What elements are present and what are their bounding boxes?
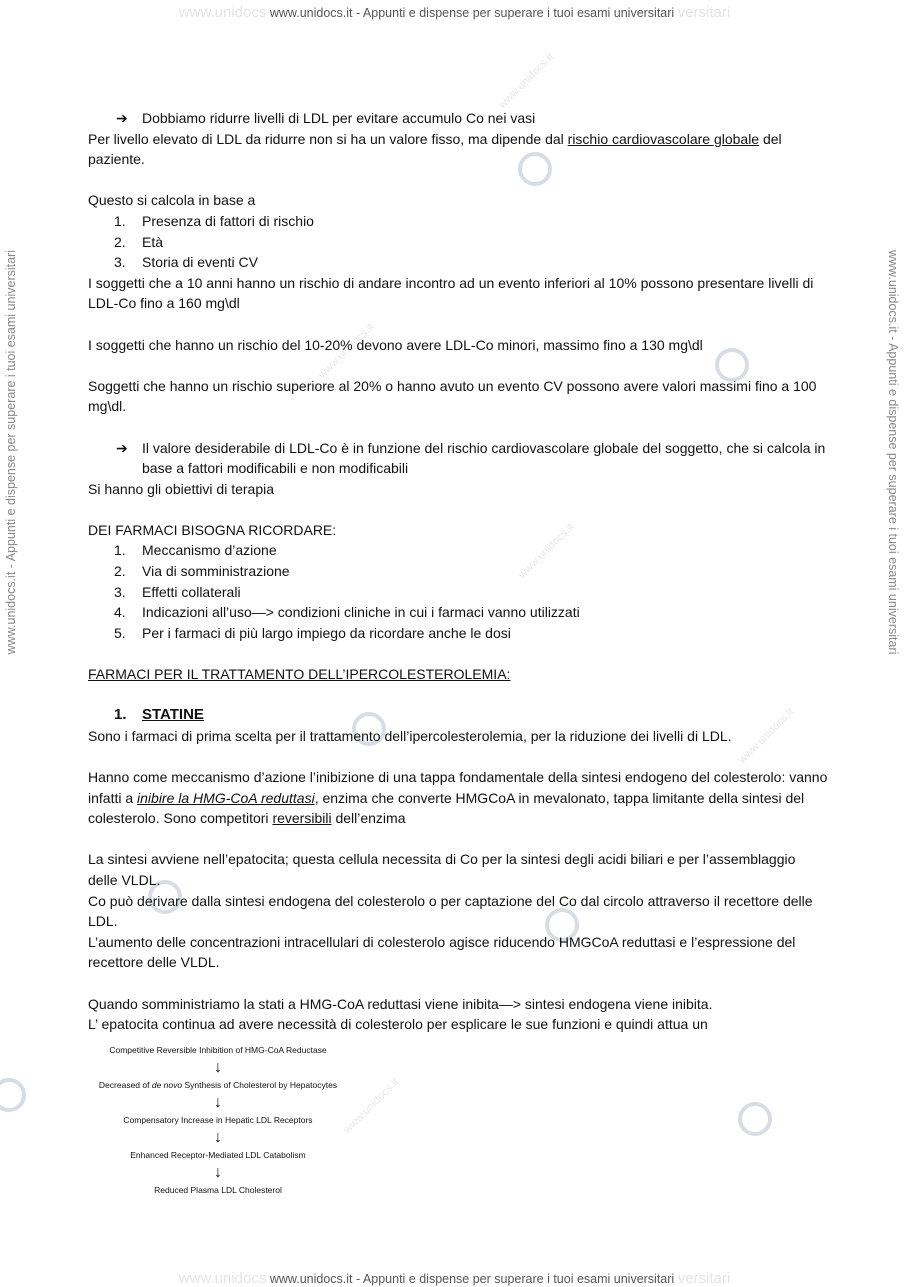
list-item: 1. Presenza di fattori di rischio xyxy=(114,212,314,229)
paragraph: Soggetti che hanno un rischio superiore al 20% o hanno avuto un evento CV possono avere valori massimi fino a 100 mg\dl. xyxy=(88,377,817,415)
paragraph: L’ epatocita continua ad avere necessità di colesterolo per esplicare le sue funzioni e quindi attua un xyxy=(88,1016,708,1033)
list-item: 5. Per i farmaci di più largo impiego da ricordare anche le dosi xyxy=(114,624,511,641)
subsection-title: 1. STATINE xyxy=(114,706,204,724)
down-arrow-icon: ↓ xyxy=(214,1164,222,1181)
unidocs-logo-icon xyxy=(738,1102,772,1136)
paragraph: DEI FARMACI BISOGNA RICORDARE: xyxy=(88,521,337,538)
paragraph: Questo si calcola in base a xyxy=(88,192,256,209)
paragraph: L’aumento delle concentrazioni intracellulari di colesterolo agisce riducendo HMGCoA reduttasi e l’espressione del recettore delle VLDL. xyxy=(88,933,796,971)
down-arrow-icon: ↓ xyxy=(214,1094,222,1111)
paragraph: Dobbiamo ridurre livelli di LDL per evitare accumulo Co nei vasi xyxy=(142,110,536,126)
list-item: 4. Indicazioni all’uso—> condizioni cliniche in cui i farmaci vanno utilizzati xyxy=(114,604,580,621)
paragraph: Hanno come meccanismo d’azione l’inibizione di una tappa fondamentale della sintesi endogeno del colesterolo: vanno infatti a inibire la HMG-CoA reduttasi, enzima che converte HMGCoA in mevalonato, tappa limitante della sintesi del colesterolo. Sono competitori reversibili dell’enzima xyxy=(88,769,828,827)
down-arrow-icon: ↓ xyxy=(214,1129,222,1146)
paragraph: I soggetti che hanno un rischio del 10-20% devono avere LDL-Co minori, massimo fino a 130 mg\dl xyxy=(88,336,703,353)
header-text: www.unidocs.it - Appunti e dispense per superare i tuoi esami universitari xyxy=(269,6,675,20)
paragraph: Per livello elevato di LDL da ridurre non si ha un valore fisso, ma dipende dal rischio cardiovascolare globale del paziente. xyxy=(88,130,782,168)
footer-text: www.unidocs.it - Appunti e dispense per superare i tuoi esami universitari xyxy=(269,1272,675,1286)
watermark-text: www.unidocs.it xyxy=(516,521,577,581)
paragraph: La sintesi avviene nell’epatocita; questa cellula necessita di Co per la sintesi degli acidi biliari e per l’assemblaggio delle VLDL. xyxy=(88,851,796,888)
underlined-text: inibire la HMG-CoA reduttasi xyxy=(137,789,315,806)
list-item: 2. Età xyxy=(114,233,164,250)
side-watermark-right: www.unidocs.it - Appunti e dispense per superare i tuoi esami universitari xyxy=(886,250,900,655)
underlined-text: reversibili xyxy=(272,810,332,827)
risk-factor-list xyxy=(88,211,828,273)
down-arrow-icon: ↓ xyxy=(214,1059,222,1076)
section-title: FARMACI PER IL TRATTAMENTO DELL’IPERCOLESTEROLEMIA: xyxy=(88,666,511,683)
flow-step: Enhanced Receptor-Mediated LDL Catabolism xyxy=(130,1150,306,1160)
list-item: 3. Storia di eventi CV xyxy=(114,254,258,271)
underlined-text: rischio cardiovascolare globale xyxy=(567,130,760,147)
paragraph: Sono i farmaci di prima scelta per il trattamento dell’ipercolesterolemia, per la riduzione dei livelli di LDL. xyxy=(88,727,732,744)
footer-ghost-left: www.unidocs xyxy=(178,1270,267,1287)
flow-step: Reduced Plasma LDL Cholesterol xyxy=(154,1185,282,1195)
watermark-text: www.unidocs.it xyxy=(341,1076,402,1136)
paragraph: Il valore desiderabile di LDL-Co è in funzione del rischio cardiovascolare globale del soggetto, che si calcola in base a fattori modificabili e non modificabili xyxy=(142,439,826,477)
header-ghost-left: www.unidocs xyxy=(178,4,267,21)
list-item: 3. Effetti collaterali xyxy=(114,583,241,600)
flow-step: Compensatory Increase in Hepatic LDL Receptors xyxy=(123,1115,313,1125)
drug-remember-list xyxy=(88,540,828,643)
list-item: 1. Meccanismo d’azione xyxy=(114,542,277,559)
side-watermark-left: www.unidocs.it - Appunti e dispense per superare i tuoi esami universitari xyxy=(4,250,18,655)
watermark-text: www.unidocs.it xyxy=(496,51,557,111)
document-body xyxy=(88,108,828,1035)
paragraph: Quando somministriamo la stati a HMG-CoA reduttasi viene inibita—> sintesi endogena viene inibita. xyxy=(88,995,713,1012)
list-item: 2. Via di somministrazione xyxy=(114,563,290,580)
paragraph: Co può derivare dalla sintesi endogena del colesterolo o per captazione del Co dal circolo attraverso il recettore delle LDL. xyxy=(88,892,813,930)
watermark-text: www.unidocs.it xyxy=(316,321,377,381)
arrow-icon: ➔ xyxy=(116,110,128,126)
flow-step: Competitive Reversible Inhibition of HMG-CoA Reductase xyxy=(109,1045,327,1055)
arrow-bullet xyxy=(88,108,828,129)
watermark-text: www.unidocs.it xyxy=(736,706,797,766)
statin-mechanism-flowchart xyxy=(88,1044,348,1196)
footer-ghost-right: versitari xyxy=(677,1270,731,1287)
paragraph: I soggetti che a 10 anni hanno un rischio di andare incontro ad un evento inferiori al 10% possono presentare livelli di LDL-Co fino a 160 mg\dl xyxy=(88,274,814,312)
unidocs-logo-icon xyxy=(0,1078,26,1112)
page-footer xyxy=(0,1270,909,1287)
flow-step: Decreased of de novo Synthesis of Cholesterol by Hepatocytes xyxy=(98,1080,338,1090)
page-header xyxy=(0,4,909,21)
paragraph: Si hanno gli obiettivi di terapia xyxy=(88,480,275,497)
header-ghost-right: versitari xyxy=(677,4,731,21)
arrow-icon: ➔ xyxy=(116,439,128,456)
arrow-bullet xyxy=(88,438,828,479)
